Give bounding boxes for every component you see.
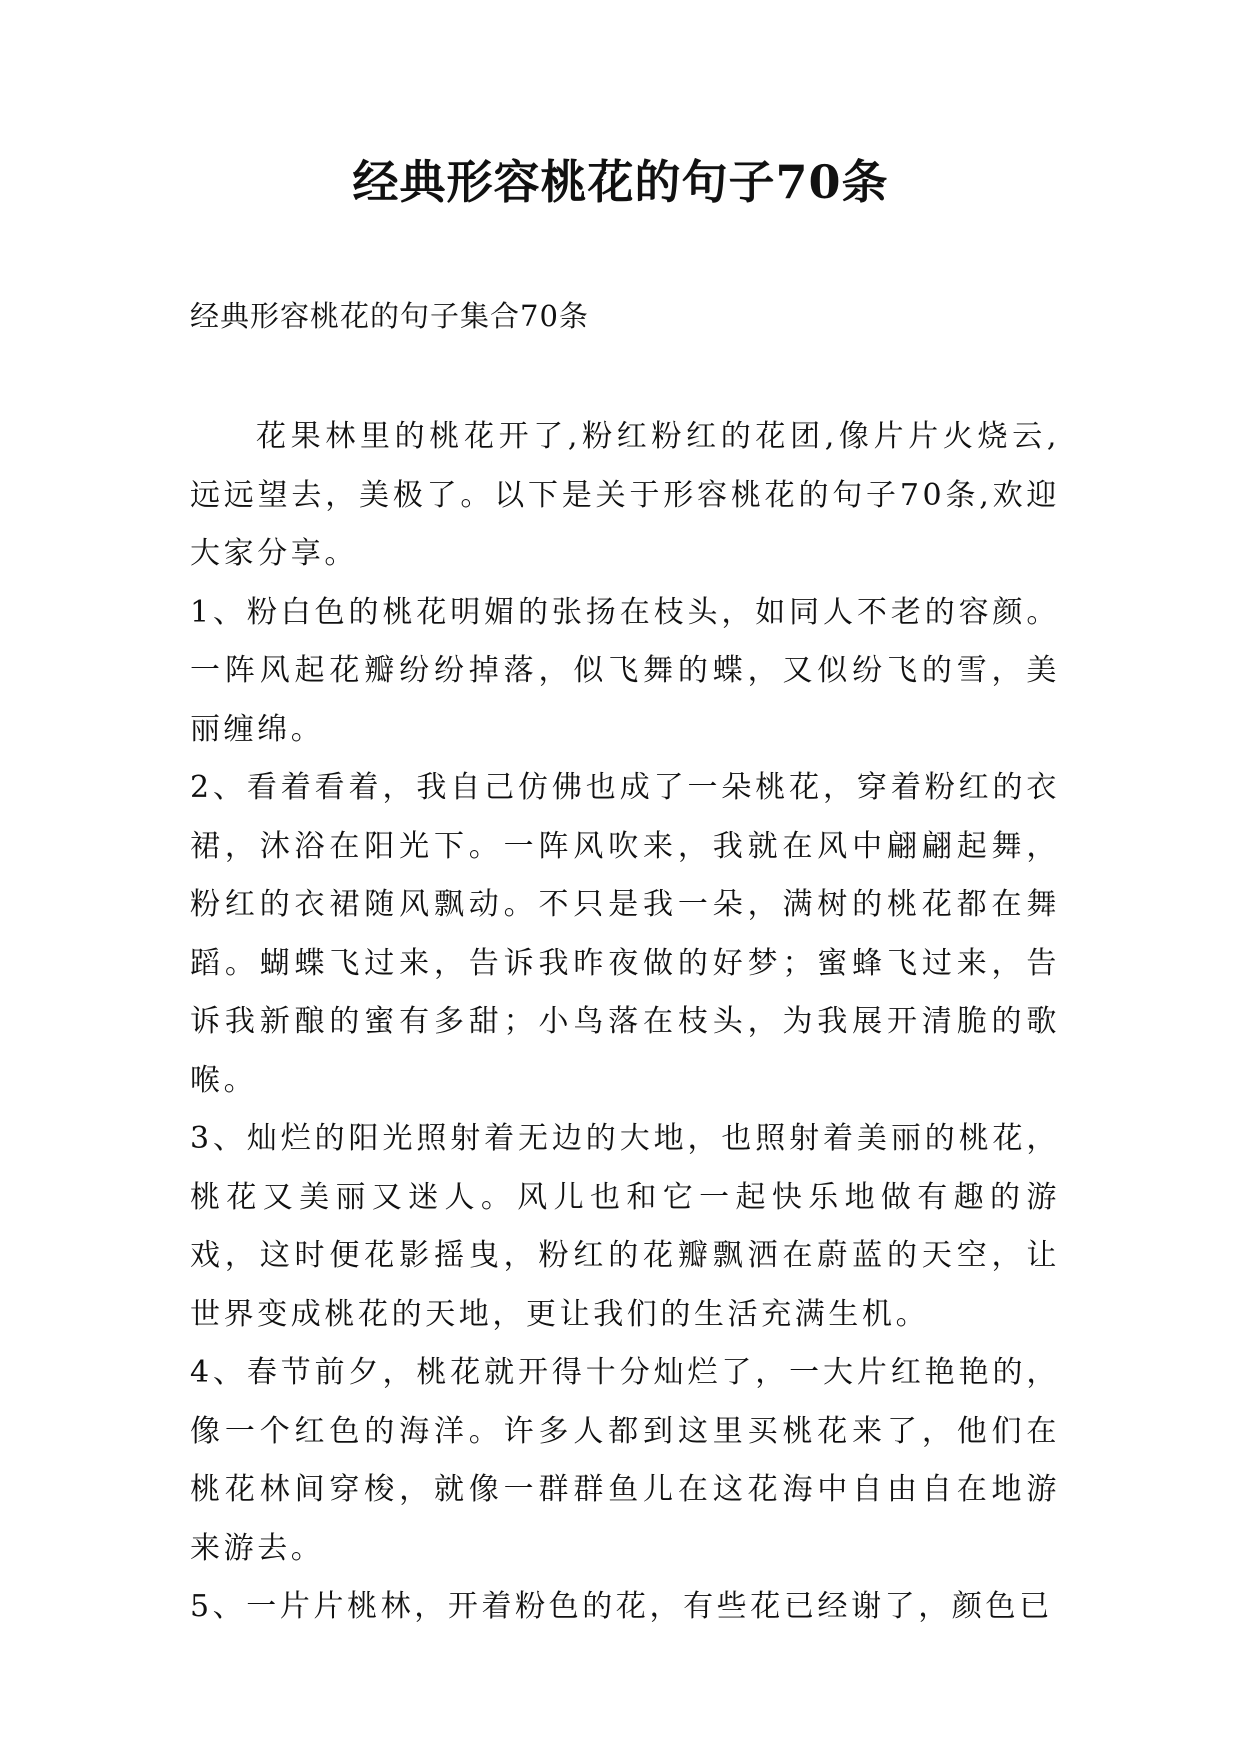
sentence-item-4: 4、春节前夕，桃花就开得十分灿烂了，一大片红艳艳的，像一个红色的海洋。许多人都到这里买桃花来了，他们在桃花林间穿梭，就像一群群鱼儿在这花海中自由自在地游来游去。 [190, 1355, 1060, 1566]
document-title: 经典形容桃花的句子70条 [352, 155, 889, 209]
sentence-item-1: 1、粉白色的桃花明媚的张扬在枝头，如同人不老的容颜。一阵风起花瓣纷纷掉落，似飞舞的蝶，又似纷飞的雪，美丽缠绵。 [190, 594, 1060, 747]
sentence-item-2: 2、看着看着，我自己仿佛也成了一朵桃花，穿着粉红的衣裙，沐浴在阳光下。一阵风吹来，我就在风中翩翩起舞，粉红的衣裙随风飘动。不只是我一朵，满树的桃花都在舞蹈。蝴蝶飞过来，告诉我昨夜做的好梦；蜜蜂飞过来，告诉我新酿的蜜有多甜；小鸟落在枝头，为我展开清脆的歌喉。 [190, 770, 1060, 1098]
sentence-item-5: 5、一片片桃林，开着粉色的花，有些花已经谢了，颜色已 [190, 1589, 1053, 1624]
sentence-item-3: 3、灿烂的阳光照射着无边的大地，也照射着美丽的桃花，桃花又美丽又迷人。风儿也和它一起快乐地做有趣的游戏，这时便花影摇曳，粉红的花瓣飘洒在蔚蓝的天空，让世界变成桃花的天地，更让我们的生活充满生机。 [190, 1121, 1060, 1332]
document-body [190, 408, 1060, 1637]
intro-paragraph: 花果林里的桃花开了,粉红粉红的花团,像片片火烧云,远远望去，美极了。以下是关于形容桃花的句子70条,欢迎大家分享。 [190, 419, 1060, 571]
document-subtitle: 经典形容桃花的句子集合70条 [190, 299, 589, 333]
